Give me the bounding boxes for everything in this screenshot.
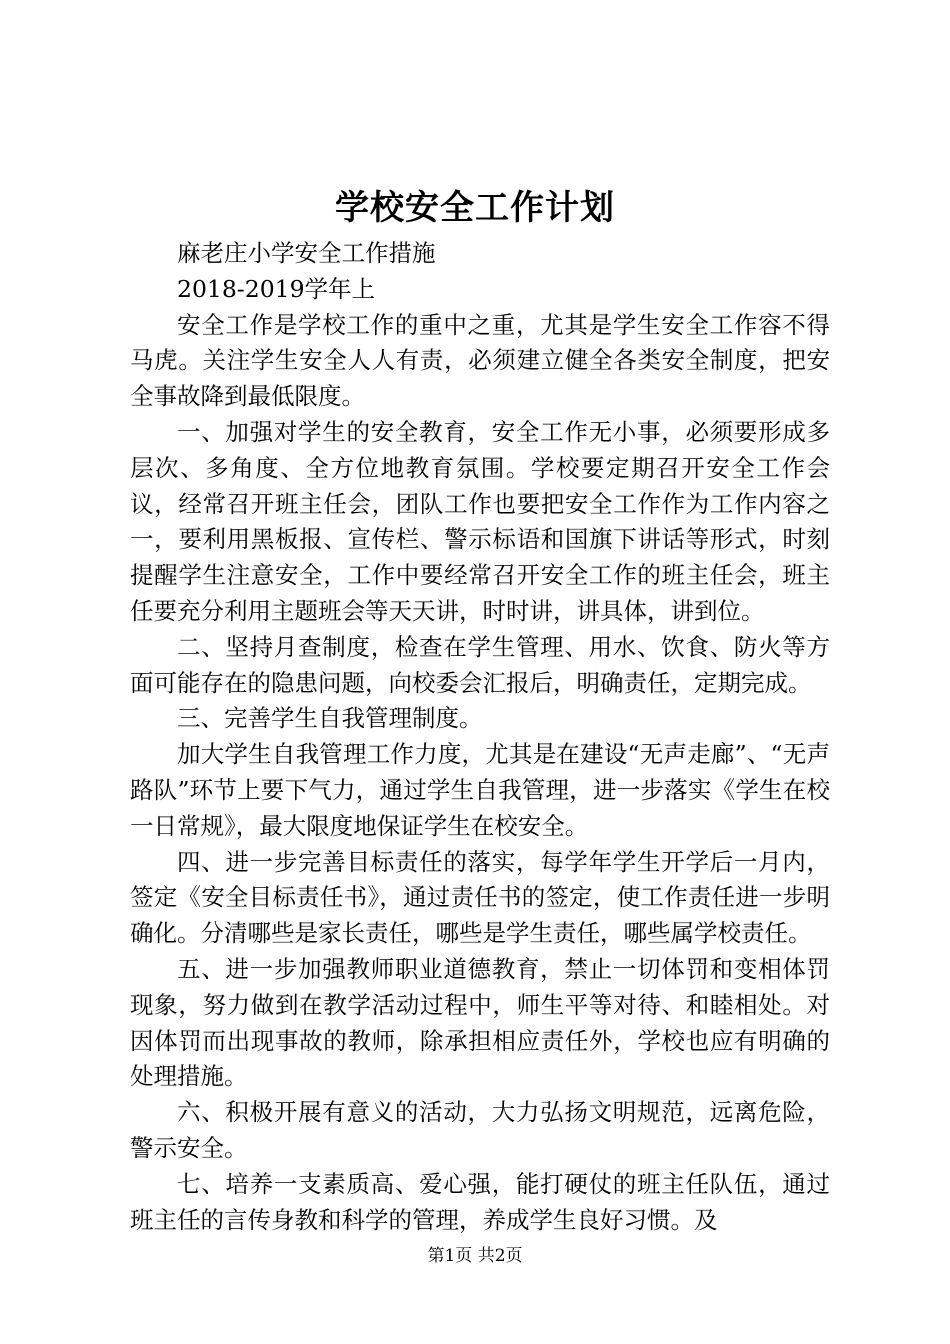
page-footer: 第1页 共2页	[427, 1246, 523, 1266]
paragraph-intro: 安全工作是学校工作的重中之重，尤其是学生安全工作容不得马虎。关注学生安全人人有责，必须建立健全各类安全制度，把安全事故降到最低限度。	[130, 310, 830, 411]
paragraph-item-3: 三、完善学生自我管理制度。	[177, 704, 483, 733]
paragraph-item-5: 五、进一步加强教师职业道德教育，禁止一切体罚和变相体罚现象，努力做到在教学活动过程中，师生平等对待、和睦相处。对因体罚而出现事故的教师，除承担相应责任外，学校也应有明确的处理措施。	[130, 954, 830, 1091]
document-subtitle: 麻老庄小学安全工作措施	[177, 239, 436, 267]
paragraph-item-7: 七、培养一支素质高、爱心强，能打硬仗的班主任队伍，通过班主任的言传身教和科学的管理，养成学生良好习惯。及	[130, 1169, 830, 1234]
paragraph-item-1: 一、加强对学生的安全教育，安全工作无小事，必须要形成多层次、多角度、全方位地教育氛围。学校要定期召开安全工作会议，经常召开班主任会，团队工作也要把安全工作作为工作内容之一，要利用黑板报、宣传栏、警示标语和国旗下讲话等形式，时刻提醒学生注意安全，工作中要经常召开安全工作的班主任会，班主任要充分利用主题班会等天天讲，时时讲，讲具体，讲到位。	[130, 417, 830, 625]
paragraph-item-3-detail: 加大学生自我管理工作力度，尤其是在建设“无声走廊”、“无声路队”环节上要下气力，通过学生自我管理，进一步落实《学生在校一日常规》，最大限度地保证学生在校安全。	[130, 740, 830, 840]
document-body	[130, 236, 830, 1238]
paragraph-item-4: 四、进一步完善目标责任的落实，每学年学生开学后一月内，签定《安全目标责任书》，通过责任书的签定，使工作责任进一步明确化。分清哪些是家长责任，哪些是学生责任，哪些属学校责任。	[130, 847, 830, 948]
document-title: 学校安全工作计划	[335, 188, 615, 228]
paragraph-item-6: 六、积极开展有意义的活动，大力弘扬文明规范，远离危险，警示安全。	[130, 1098, 830, 1162]
document-term: 2018-2019学年上	[177, 274, 376, 303]
paragraph-item-2: 二、坚持月查制度，检查在学生管理、用水、饮食、防火等方面可能存在的隐患问题，向校委会汇报后，明确责任，定期完成。	[130, 632, 830, 697]
